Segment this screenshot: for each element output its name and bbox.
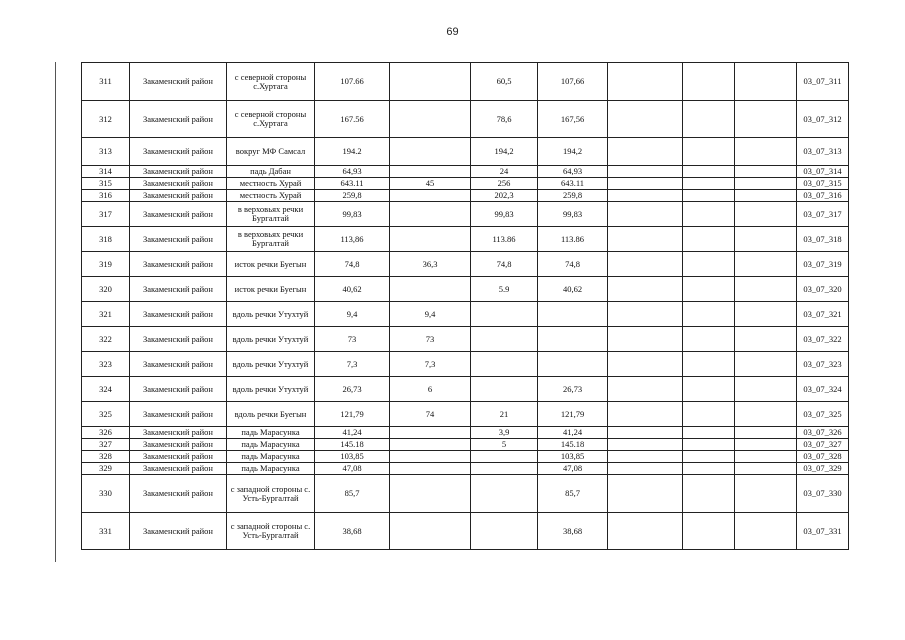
location-cell: вдоль речки Утухтуй xyxy=(227,352,315,377)
col6-cell: 78,6 xyxy=(471,101,538,138)
location-cell: падь Марасунка xyxy=(227,439,315,451)
col5-cell xyxy=(390,513,471,550)
col8-cell xyxy=(608,277,683,302)
table-row xyxy=(82,439,849,451)
col9-cell xyxy=(683,138,735,166)
area-cell: 145.18 xyxy=(315,439,390,451)
plot-code-cell: 03_07_312 xyxy=(797,101,849,138)
table-row xyxy=(82,252,849,277)
col8-cell xyxy=(608,178,683,190)
plot-code-cell: 03_07_326 xyxy=(797,427,849,439)
region-cell: Закаменский район xyxy=(130,202,227,227)
col7-cell: 38,68 xyxy=(538,513,608,550)
table-row xyxy=(82,277,849,302)
col5-cell xyxy=(390,202,471,227)
col9-cell xyxy=(683,252,735,277)
col6-cell xyxy=(471,451,538,463)
page-number: 69 xyxy=(446,26,459,38)
col10-cell xyxy=(735,252,797,277)
col5-cell xyxy=(390,277,471,302)
col6-cell xyxy=(471,302,538,327)
col9-cell xyxy=(683,377,735,402)
col10-cell xyxy=(735,377,797,402)
area-cell: 9,4 xyxy=(315,302,390,327)
plot-code-cell: 03_07_313 xyxy=(797,138,849,166)
area-cell: 74,8 xyxy=(315,252,390,277)
region-cell: Закаменский район xyxy=(130,63,227,101)
col7-cell: 26,73 xyxy=(538,377,608,402)
col8-cell xyxy=(608,513,683,550)
col6-cell: 21 xyxy=(471,402,538,427)
plot-code-cell: 03_07_314 xyxy=(797,166,849,178)
col5-cell: 7,3 xyxy=(390,352,471,377)
location-cell: в верховьях речки Бургалтай xyxy=(227,202,315,227)
col5-cell xyxy=(390,138,471,166)
col9-cell xyxy=(683,439,735,451)
col6-cell: 256 xyxy=(471,178,538,190)
row-number: 326 xyxy=(82,427,130,439)
plot-code-cell: 03_07_320 xyxy=(797,277,849,302)
col7-cell: 167,56 xyxy=(538,101,608,138)
location-cell: падь Дабан xyxy=(227,166,315,178)
region-cell: Закаменский район xyxy=(130,427,227,439)
col10-cell xyxy=(735,227,797,252)
area-cell: 194.2 xyxy=(315,138,390,166)
col10-cell xyxy=(735,439,797,451)
row-number: 329 xyxy=(82,463,130,475)
col8-cell xyxy=(608,101,683,138)
col6-cell: 113.86 xyxy=(471,227,538,252)
col8-cell xyxy=(608,475,683,513)
area-cell: 113,86 xyxy=(315,227,390,252)
row-number: 311 xyxy=(82,63,130,101)
col10-cell xyxy=(735,190,797,202)
col9-cell xyxy=(683,475,735,513)
area-cell: 7,3 xyxy=(315,352,390,377)
col10-cell xyxy=(735,327,797,352)
col9-cell xyxy=(683,352,735,377)
col7-cell: 113.86 xyxy=(538,227,608,252)
col10-cell xyxy=(735,451,797,463)
col5-cell xyxy=(390,475,471,513)
row-number: 323 xyxy=(82,352,130,377)
row-number: 328 xyxy=(82,451,130,463)
col8-cell xyxy=(608,302,683,327)
row-number: 327 xyxy=(82,439,130,451)
col10-cell xyxy=(735,402,797,427)
forest-plots-table xyxy=(81,62,849,550)
col6-cell xyxy=(471,463,538,475)
col5-cell: 36,3 xyxy=(390,252,471,277)
col5-cell: 73 xyxy=(390,327,471,352)
plot-code-cell: 03_07_329 xyxy=(797,463,849,475)
col7-cell: 99,83 xyxy=(538,202,608,227)
location-cell: падь Марасунка xyxy=(227,427,315,439)
col9-cell xyxy=(683,178,735,190)
plot-code-cell: 03_07_324 xyxy=(797,377,849,402)
location-cell: с западной стороны с. Усть-Бургалтай xyxy=(227,475,315,513)
col10-cell xyxy=(735,513,797,550)
col7-cell: 259,8 xyxy=(538,190,608,202)
col8-cell xyxy=(608,138,683,166)
col9-cell xyxy=(683,302,735,327)
table-row xyxy=(82,63,849,101)
plot-code-cell: 03_07_323 xyxy=(797,352,849,377)
region-cell: Закаменский район xyxy=(130,475,227,513)
col9-cell xyxy=(683,63,735,101)
col9-cell xyxy=(683,451,735,463)
location-cell: с северной стороны с.Хуртага xyxy=(227,101,315,138)
col9-cell xyxy=(683,190,735,202)
table-row xyxy=(82,451,849,463)
row-number: 325 xyxy=(82,402,130,427)
location-cell: с северной стороны с.Хуртага xyxy=(227,63,315,101)
region-cell: Закаменский район xyxy=(130,377,227,402)
plot-code-cell: 03_07_327 xyxy=(797,439,849,451)
row-number: 320 xyxy=(82,277,130,302)
region-cell: Закаменский район xyxy=(130,101,227,138)
area-cell: 40,62 xyxy=(315,277,390,302)
col6-cell: 3,9 xyxy=(471,427,538,439)
location-cell: вокруг МФ Самсал xyxy=(227,138,315,166)
col8-cell xyxy=(608,202,683,227)
area-cell: 41,24 xyxy=(315,427,390,439)
col6-cell: 24 xyxy=(471,166,538,178)
col7-cell: 121,79 xyxy=(538,402,608,427)
plot-code-cell: 03_07_318 xyxy=(797,227,849,252)
location-cell: в верховьях речки Бургалтай xyxy=(227,227,315,252)
plot-code-cell: 03_07_330 xyxy=(797,475,849,513)
col8-cell xyxy=(608,252,683,277)
col6-cell xyxy=(471,327,538,352)
region-cell: Закаменский район xyxy=(130,451,227,463)
area-cell: 259,8 xyxy=(315,190,390,202)
table-row xyxy=(82,138,849,166)
plot-code-cell: 03_07_311 xyxy=(797,63,849,101)
area-cell: 47,08 xyxy=(315,463,390,475)
row-number: 314 xyxy=(82,166,130,178)
area-cell: 85,7 xyxy=(315,475,390,513)
col10-cell xyxy=(735,101,797,138)
row-number: 321 xyxy=(82,302,130,327)
area-cell: 73 xyxy=(315,327,390,352)
col6-cell: 74,8 xyxy=(471,252,538,277)
col7-cell: 40,62 xyxy=(538,277,608,302)
table-row xyxy=(82,166,849,178)
region-cell: Закаменский район xyxy=(130,138,227,166)
plot-code-cell: 03_07_319 xyxy=(797,252,849,277)
table-row xyxy=(82,463,849,475)
col6-cell: 202,3 xyxy=(471,190,538,202)
row-number: 330 xyxy=(82,475,130,513)
location-cell: местность Хурай xyxy=(227,190,315,202)
col7-cell: 85,7 xyxy=(538,475,608,513)
table-row xyxy=(82,327,849,352)
col10-cell xyxy=(735,166,797,178)
table-row xyxy=(82,101,849,138)
row-number: 316 xyxy=(82,190,130,202)
area-cell: 121,79 xyxy=(315,402,390,427)
col9-cell xyxy=(683,101,735,138)
row-number: 318 xyxy=(82,227,130,252)
col5-cell: 6 xyxy=(390,377,471,402)
col5-cell xyxy=(390,63,471,101)
col8-cell xyxy=(608,227,683,252)
location-cell: с западной стороны с. Усть-Бургалтай xyxy=(227,513,315,550)
region-cell: Закаменский район xyxy=(130,513,227,550)
table-row xyxy=(82,302,849,327)
col6-cell: 5.9 xyxy=(471,277,538,302)
plot-code-cell: 03_07_321 xyxy=(797,302,849,327)
location-cell: вдоль речки Утухтуй xyxy=(227,377,315,402)
region-cell: Закаменский район xyxy=(130,277,227,302)
table-row xyxy=(82,352,849,377)
region-cell: Закаменский район xyxy=(130,178,227,190)
row-number: 317 xyxy=(82,202,130,227)
col7-cell: 103,85 xyxy=(538,451,608,463)
region-cell: Закаменский район xyxy=(130,302,227,327)
col6-cell xyxy=(471,513,538,550)
plot-code-cell: 03_07_328 xyxy=(797,451,849,463)
location-cell: исток речки Буегын xyxy=(227,277,315,302)
col5-cell xyxy=(390,439,471,451)
col10-cell xyxy=(735,427,797,439)
table-body xyxy=(82,63,849,550)
col6-cell xyxy=(471,352,538,377)
table-row xyxy=(82,427,849,439)
region-cell: Закаменский район xyxy=(130,327,227,352)
col5-cell xyxy=(390,101,471,138)
col7-cell xyxy=(538,302,608,327)
col7-cell: 643.11 xyxy=(538,178,608,190)
col7-cell: 74,8 xyxy=(538,252,608,277)
plot-code-cell: 03_07_317 xyxy=(797,202,849,227)
col9-cell xyxy=(683,202,735,227)
location-cell: вдоль речки Утухтуй xyxy=(227,327,315,352)
col5-cell xyxy=(390,463,471,475)
row-number: 315 xyxy=(82,178,130,190)
col9-cell xyxy=(683,227,735,252)
location-cell: местность Хурай xyxy=(227,178,315,190)
left-margin-rule xyxy=(55,62,56,562)
plot-code-cell: 03_07_315 xyxy=(797,178,849,190)
col7-cell: 145.18 xyxy=(538,439,608,451)
table-row xyxy=(82,227,849,252)
col7-cell: 41,24 xyxy=(538,427,608,439)
col8-cell xyxy=(608,451,683,463)
row-number: 313 xyxy=(82,138,130,166)
col8-cell xyxy=(608,63,683,101)
col9-cell xyxy=(683,513,735,550)
col10-cell xyxy=(735,138,797,166)
col10-cell xyxy=(735,475,797,513)
col6-cell: 99,83 xyxy=(471,202,538,227)
col6-cell xyxy=(471,475,538,513)
col7-cell: 64,93 xyxy=(538,166,608,178)
col6-cell: 60,5 xyxy=(471,63,538,101)
col10-cell xyxy=(735,302,797,327)
col9-cell xyxy=(683,327,735,352)
table-row xyxy=(82,190,849,202)
area-cell: 38,68 xyxy=(315,513,390,550)
col5-cell: 74 xyxy=(390,402,471,427)
location-cell: вдоль речки Утухтуй xyxy=(227,302,315,327)
plot-code-cell: 03_07_322 xyxy=(797,327,849,352)
table-row xyxy=(82,513,849,550)
region-cell: Закаменский район xyxy=(130,463,227,475)
col5-cell: 9,4 xyxy=(390,302,471,327)
region-cell: Закаменский район xyxy=(130,190,227,202)
col8-cell xyxy=(608,402,683,427)
col5-cell xyxy=(390,427,471,439)
row-number: 324 xyxy=(82,377,130,402)
col5-cell xyxy=(390,451,471,463)
region-cell: Закаменский район xyxy=(130,402,227,427)
area-cell: 167.56 xyxy=(315,101,390,138)
col9-cell xyxy=(683,166,735,178)
col10-cell xyxy=(735,202,797,227)
col5-cell xyxy=(390,227,471,252)
location-cell: исток речки Буегын xyxy=(227,252,315,277)
col8-cell xyxy=(608,377,683,402)
col9-cell xyxy=(683,402,735,427)
col7-cell xyxy=(538,327,608,352)
area-cell: 99,83 xyxy=(315,202,390,227)
area-cell: 103,85 xyxy=(315,451,390,463)
col10-cell xyxy=(735,463,797,475)
col10-cell xyxy=(735,178,797,190)
col8-cell xyxy=(608,463,683,475)
col10-cell xyxy=(735,352,797,377)
col6-cell: 194,2 xyxy=(471,138,538,166)
location-cell: падь Марасунка xyxy=(227,451,315,463)
row-number: 319 xyxy=(82,252,130,277)
col8-cell xyxy=(608,327,683,352)
region-cell: Закаменский район xyxy=(130,439,227,451)
col6-cell xyxy=(471,377,538,402)
table-row xyxy=(82,178,849,190)
col8-cell xyxy=(608,427,683,439)
col5-cell xyxy=(390,166,471,178)
area-cell: 643.11 xyxy=(315,178,390,190)
col10-cell xyxy=(735,277,797,302)
area-cell: 107.66 xyxy=(315,63,390,101)
table-row xyxy=(82,402,849,427)
col7-cell xyxy=(538,352,608,377)
col7-cell: 47,08 xyxy=(538,463,608,475)
location-cell: падь Марасунка xyxy=(227,463,315,475)
region-cell: Закаменский район xyxy=(130,166,227,178)
row-number: 322 xyxy=(82,327,130,352)
table-row xyxy=(82,475,849,513)
region-cell: Закаменский район xyxy=(130,227,227,252)
row-number: 331 xyxy=(82,513,130,550)
col8-cell xyxy=(608,190,683,202)
col6-cell: 5 xyxy=(471,439,538,451)
region-cell: Закаменский район xyxy=(130,252,227,277)
col5-cell: 45 xyxy=(390,178,471,190)
col8-cell xyxy=(608,352,683,377)
col8-cell xyxy=(608,439,683,451)
col9-cell xyxy=(683,463,735,475)
col9-cell xyxy=(683,427,735,439)
col7-cell: 107,66 xyxy=(538,63,608,101)
plot-code-cell: 03_07_331 xyxy=(797,513,849,550)
location-cell: вдоль речки Буегын xyxy=(227,402,315,427)
plot-code-cell: 03_07_325 xyxy=(797,402,849,427)
region-cell: Закаменский район xyxy=(130,352,227,377)
col7-cell: 194,2 xyxy=(538,138,608,166)
col9-cell xyxy=(683,277,735,302)
plot-code-cell: 03_07_316 xyxy=(797,190,849,202)
table-row xyxy=(82,202,849,227)
table-row xyxy=(82,377,849,402)
col5-cell xyxy=(390,190,471,202)
row-number: 312 xyxy=(82,101,130,138)
col10-cell xyxy=(735,63,797,101)
col8-cell xyxy=(608,166,683,178)
area-cell: 26,73 xyxy=(315,377,390,402)
area-cell: 64,93 xyxy=(315,166,390,178)
